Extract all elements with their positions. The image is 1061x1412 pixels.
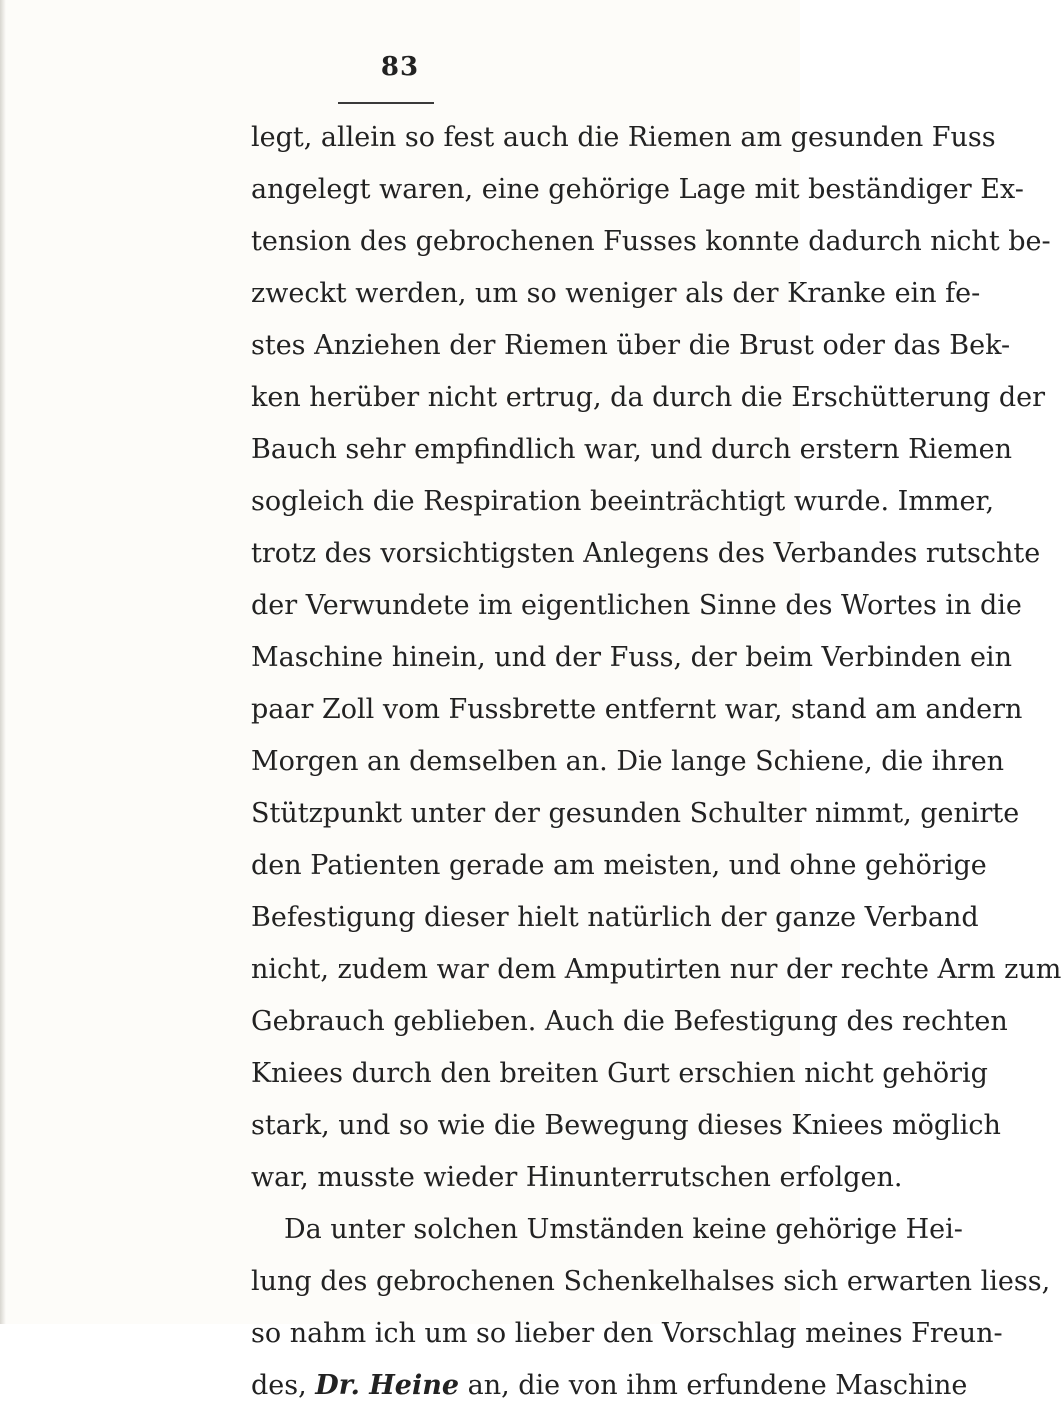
text-line: trotz des vorsichtigsten Anlegens des Verbandes rutschte [251, 538, 1041, 569]
text-line: sogleich die Respiration beeinträchtigt wurde. Immer, [251, 486, 995, 517]
person-name: Dr. Heine [315, 1370, 460, 1401]
text-fragment: des, [251, 1370, 316, 1401]
text-line: so nahm ich um so lieber den Vorschlag meines Freun- [251, 1318, 1003, 1349]
text-line: ken herüber nicht ertrug, da durch die Erschütterung der [251, 382, 1046, 413]
text-line: tension des gebrochenen Fusses konnte dadurch nicht be- [251, 226, 1051, 257]
text-line: stes Anziehen der Riemen über die Brust oder das Bek- [251, 330, 1011, 361]
text-line: stark, und so wie die Bewegung dieses Kniees möglich [251, 1110, 1001, 1141]
text-line-last [251, 1360, 968, 1412]
text-line: war, musste wieder Hinunterrutschen erfolgen. [251, 1162, 903, 1193]
text-line: paar Zoll vom Fussbrette entfernt war, stand am andern [251, 694, 1023, 725]
text-line: zweckt werden, um so weniger als der Kranke ein fe- [251, 278, 981, 309]
header-rule [338, 102, 434, 104]
text-line: Da unter solchen Umständen keine gehörige Hei- [284, 1214, 963, 1245]
text-line: den Patienten gerade am meisten, und ohne gehörige [251, 850, 987, 881]
text-line: Maschine hinein, und der Fuss, der beim Verbinden ein [251, 642, 1012, 673]
text-line: der Verwundete im eigentlichen Sinne des Wortes in die [251, 590, 1022, 621]
text-line: nicht, zudem war dem Amputirten nur der rechte Arm zum [251, 954, 1061, 985]
text-fragment: an, die von ihm erfundene Maschine [459, 1370, 968, 1401]
text-line: angelegt waren, eine gehörige Lage mit beständiger Ex- [251, 174, 1024, 205]
text-line: Morgen an demselben an. Die lange Schiene, die ihren [251, 746, 1005, 777]
text-line: legt, allein so fest auch die Riemen am gesunden Fuss [251, 122, 996, 153]
text-line: Bauch sehr empfindlich war, und durch erstern Riemen [251, 434, 1013, 465]
page-number: 83 [380, 52, 420, 82]
text-line: Stützpunkt unter der gesunden Schulter nimmt, genirte [251, 798, 1020, 829]
page-edge-shadow [0, 0, 6, 1324]
text-line: Befestigung dieser hielt natürlich der ganze Verband [251, 902, 979, 933]
text-line: Kniees durch den breiten Gurt erschien nicht gehörig [251, 1058, 988, 1089]
text-line: lung des gebrochenen Schenkelhalses sich erwarten liess, [251, 1266, 1051, 1297]
text-line: Gebrauch geblieben. Auch die Befestigung des rechten [251, 1006, 1008, 1037]
